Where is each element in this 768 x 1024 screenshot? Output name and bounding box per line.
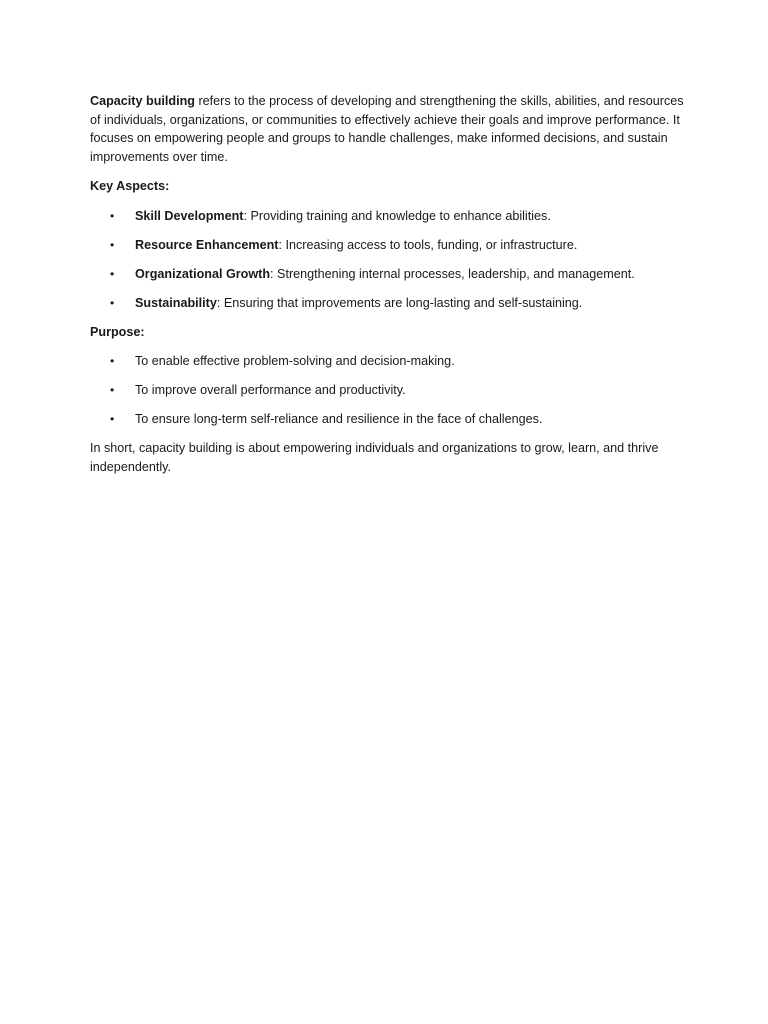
bullet-icon: •: [110, 383, 115, 398]
purpose-heading: Purpose:: [90, 324, 145, 339]
list-item: [90, 410, 688, 429]
aspect-text: : Increasing access to tools, funding, or infrastructure.: [278, 237, 578, 252]
list-item: [90, 352, 688, 371]
key-aspects-list: [90, 207, 688, 313]
aspect-term: Resource Enhancement: [135, 237, 279, 252]
conclusion-paragraph: In short, capacity building is about empowering individuals and organizations to grow, learn, and thrive independently.: [90, 441, 659, 475]
bullet-icon: •: [110, 237, 115, 252]
purpose-list: [90, 352, 688, 429]
aspect-term: Skill Development: [135, 208, 244, 223]
aspect-term: Organizational Growth: [135, 266, 271, 281]
bullet-icon: •: [110, 266, 115, 281]
intro-term: Capacity building: [90, 94, 195, 108]
purpose-text: To improve overall performance and productivity.: [135, 383, 406, 398]
document-page: [90, 92, 688, 487]
bullet-icon: •: [110, 208, 115, 223]
list-item: [90, 265, 688, 284]
list-item: [90, 236, 688, 255]
aspect-text: : Strengthening internal processes, leadership, and management.: [270, 266, 635, 281]
list-item: [90, 381, 688, 400]
purpose-text: To ensure long-term self-reliance and resilience in the face of challenges.: [135, 412, 543, 427]
intro-paragraph: [90, 92, 688, 167]
bullet-icon: •: [110, 412, 115, 427]
bullet-icon: •: [110, 295, 115, 310]
bullet-icon: •: [110, 354, 115, 369]
aspect-text: : Ensuring that improvements are long-lasting and self-sustaining.: [216, 295, 583, 310]
aspect-term: Sustainability: [135, 295, 217, 310]
purpose-text: To enable effective problem-solving and decision-making.: [135, 354, 455, 369]
list-item: [90, 207, 688, 226]
key-aspects-heading: Key Aspects:: [90, 179, 170, 194]
aspect-text: : Providing training and knowledge to enhance abilities.: [243, 208, 551, 223]
list-item: [90, 294, 688, 313]
intro-text: refers to the process of developing and strengthening the skills, abilities, and resources of individuals, organizations, or communities to effectively achieve their goals and improve performance. It focuses on empowering people and groups to handle challenges, make informed decisions, and sustain improvements over time.: [90, 94, 684, 165]
